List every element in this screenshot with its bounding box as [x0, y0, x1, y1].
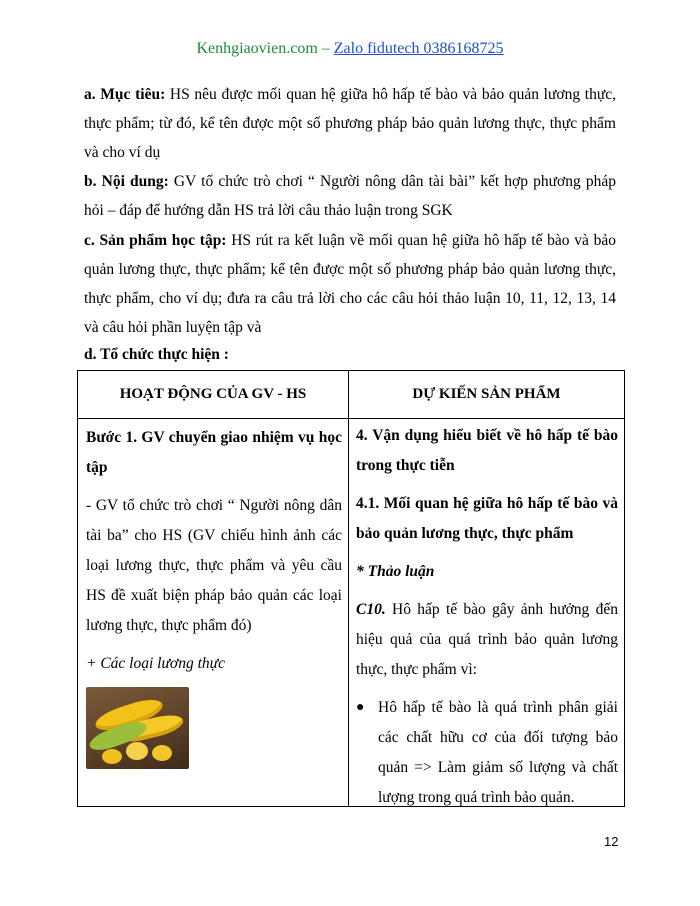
corn-image — [86, 687, 189, 769]
page-header — [0, 40, 700, 58]
activity-table — [77, 370, 625, 807]
page-number: 12 — [604, 834, 619, 849]
c10-text: Hô hấp tế bào gây ảnh hưởng đến hiệu quả của quá trình bảo quản lương thực, thực phẩm vì: — [356, 601, 618, 678]
c10-label: C10. — [356, 601, 386, 618]
noi-dung-label: b. Nội dung: — [84, 173, 169, 190]
table-cell-product — [356, 419, 618, 813]
san-pham-label: c. Sản phẩm học tập: — [84, 232, 227, 249]
section-noi-dung — [84, 167, 616, 225]
muc-tieu-text: HS nêu được mối quan hệ giữa hô hấp tế bào và bảo quản lương thực, thực phẩm; từ đó, kể tên được một số phương pháp bảo quản lương thực, thực phẩm và cho ví dụ — [84, 86, 616, 161]
noi-dung-text: GV tổ chức trò chơi “ Người nông dân tài bài” kết hợp phương pháp hỏi – đáp để hướng dẫn HS trả lời câu thảo luận trong SGK — [84, 173, 616, 219]
discussion-label: * Thảo luận — [356, 563, 435, 580]
section-san-pham — [84, 226, 616, 342]
heading-4: 4. Vận dụng hiểu biết về hô hấp tế bào trong thực tiễn — [356, 427, 618, 474]
to-chuc-label: d. Tổ chức thực hiện : — [84, 346, 229, 363]
heading-4-1: 4.1. Mối quan hệ giữa hô hấp tế bào và bảo quản lương thực, thực phẩm — [356, 495, 618, 542]
table-column-divider — [348, 371, 349, 806]
san-pham-text: HS rút ra kết luận về mối quan hệ giữa hô hấp tế bào và bảo quản lương thực, thực phẩm; kể tên được một số phương pháp bảo quản lương thực, thực phẩm, cho ví dụ; đưa ra câu trả lời cho các câu hỏi thảo luận 10, 11, 12, 13, 14 và câu hỏi phần luyện tập và — [84, 232, 616, 336]
header-zalo-link[interactable]: Zalo fidutech 0386168725 — [333, 40, 504, 57]
section-to-chuc — [84, 340, 616, 369]
table-header-activity: HOẠT ĐỘNG CỦA GV - HS — [119, 386, 307, 402]
table-header-product: DỰ KIẾN SẢN PHẨM — [412, 386, 561, 402]
step-title: Bước 1. GV chuyển giao nhiệm vụ học tập — [86, 429, 342, 476]
muc-tieu-label: a. Mục tiêu: — [84, 86, 166, 103]
bullet-item — [356, 693, 618, 813]
header-site: Kenhgiaovien.com — [196, 40, 318, 57]
step-text: - GV tổ chức trò chơi “ Người nông dân tài ba” cho HS (GV chiếu hình ảnh các loại lương thực, thực phẩm và yêu cầu HS đề xuất biện pháp bảo quản các loại lương thực, thực phẩm đó) — [86, 497, 342, 634]
bullet-dot-icon: ● — [356, 700, 365, 715]
sub-item-grains: + Các loại lương thực — [86, 655, 225, 672]
table-cell-activity — [86, 419, 342, 769]
bullet-1-text: Hô hấp tế bào là quá trình phân giải các chất hữu cơ của đối tượng bảo quản => Làm giảm số lượng và chất lượng trong quá trình bảo quản. — [378, 699, 618, 806]
header-separator: – — [317, 40, 334, 57]
section-muc-tieu — [84, 80, 616, 167]
